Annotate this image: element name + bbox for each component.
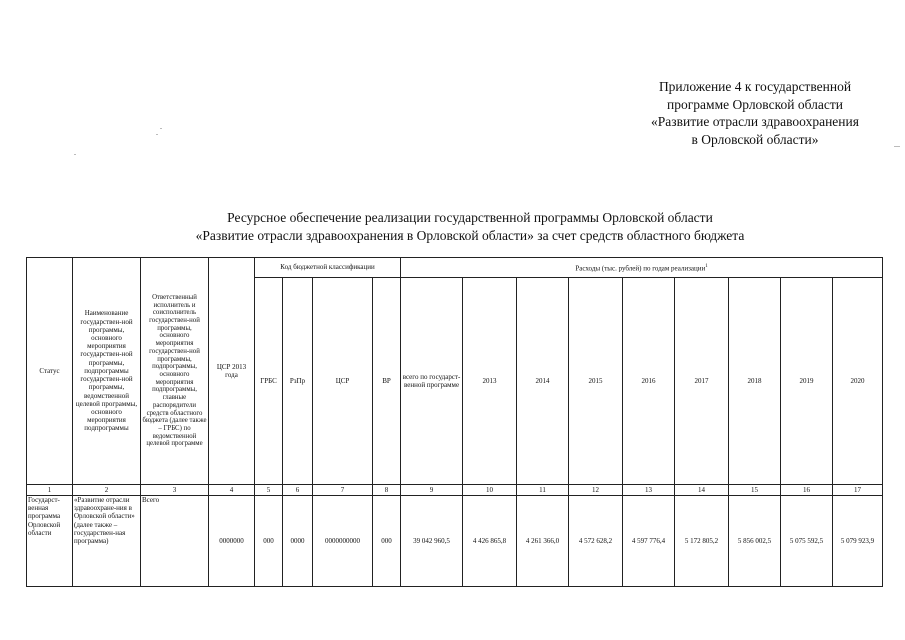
column-number: 12 (569, 485, 623, 496)
row-year-value: 5 075 592,5 (781, 496, 833, 587)
header-year: 2016 (623, 278, 675, 485)
column-number: 9 (401, 485, 463, 496)
title-line-2: «Развитие отрасли здравоохранения в Орловской области» за счет средств областного бюджета (195, 227, 745, 243)
title-line-1: Ресурсное обеспечение реализации государственной программы Орловской области (227, 210, 713, 225)
column-number: 7 (313, 485, 373, 496)
header-year: 2015 (569, 278, 623, 485)
column-number: 3 (141, 485, 209, 496)
resource-table (26, 257, 883, 587)
row-grbs: 000 (255, 496, 283, 587)
scan-speck (156, 134, 158, 135)
row-year-value: 4 261 366,0 (517, 496, 569, 587)
column-number: 10 (463, 485, 517, 496)
column-number: 8 (373, 485, 401, 496)
header-year: 2017 (675, 278, 729, 485)
column-number: 16 (781, 485, 833, 496)
row-year-value: 5 079 923,9 (833, 496, 883, 587)
scan-speck (894, 146, 900, 147)
header-grbs: ГРБС (255, 278, 283, 485)
row-csr2013: 0000000 (209, 496, 255, 587)
scan-speck (74, 154, 76, 155)
column-number: 14 (675, 485, 729, 496)
appendix-line-4: в Орловской области» (691, 131, 819, 147)
header-vr: ВР (373, 278, 401, 485)
row-vr: 000 (373, 496, 401, 587)
header-total: всего по государст-венной программе (401, 278, 463, 485)
column-number: 4 (209, 485, 255, 496)
header-name: Наименование государствен-ной программы, основного мероприятия государствен-ной программы, подпрограммы государствен-ной программы, ведомственной целевой программы, основного мероприятия подпрограммы (73, 258, 141, 485)
header-year: 2014 (517, 278, 569, 485)
header-year: 2013 (463, 278, 517, 485)
row-responsible: Всего (141, 496, 209, 587)
appendix-line-2: программе Орловской области (667, 96, 843, 112)
header-responsible: Ответственный исполнитель и соисполнитель государствен-ной программы, основного мероприятия государствен-ной программы, подпрограммы, основного мероприятия подпрограммы, главные распорядители средств областного бюджета (далее также – ГРБС) по ведомственной целевой программе (141, 258, 209, 485)
column-number: 2 (73, 485, 141, 496)
column-number-row (27, 485, 883, 496)
header-budget-code: Код бюджетной классификации (255, 258, 401, 278)
row-status: Государст-венная программа Орловской области (27, 496, 73, 587)
column-number: 11 (517, 485, 569, 496)
document-title (100, 209, 840, 244)
column-number: 6 (283, 485, 313, 496)
header-expenses-label: Расходы (тыс. рублей) по годам реализации (575, 264, 706, 273)
appendix-note (620, 78, 890, 148)
header-year: 2018 (729, 278, 781, 485)
row-year-value: 5 856 002,5 (729, 496, 781, 587)
scan-speck (160, 128, 162, 129)
row-year-value: 4 597 776,4 (623, 496, 675, 587)
row-rzpr: 0000 (283, 496, 313, 587)
header-status: Статус (27, 258, 73, 485)
appendix-line-1: Приложение 4 к государственной (658, 79, 852, 94)
row-csr: 0000000000 (313, 496, 373, 587)
appendix-line-3: «Развитие отрасли здравоохранения (651, 114, 859, 129)
column-number: 1 (27, 485, 73, 496)
header-expenses (401, 258, 883, 278)
footnote-marker: 1 (705, 263, 708, 269)
column-number: 15 (729, 485, 781, 496)
column-number: 13 (623, 485, 675, 496)
header-csr2013: ЦСР 2013 года (209, 258, 255, 485)
header-year: 2020 (833, 278, 883, 485)
row-name: «Развитие отрасли здравоохране-ния в Орловской области» (далее также – государствен-ная программа) (73, 496, 141, 587)
row-total: 39 042 960,5 (401, 496, 463, 587)
header-year: 2019 (781, 278, 833, 485)
header-csr: ЦСР (313, 278, 373, 485)
header-rzpr: РзПр (283, 278, 313, 485)
row-year-value: 5 172 805,2 (675, 496, 729, 587)
table-row (27, 496, 883, 587)
row-year-value: 4 426 865,8 (463, 496, 517, 587)
column-number: 17 (833, 485, 883, 496)
row-year-value: 4 572 628,2 (569, 496, 623, 587)
column-number: 5 (255, 485, 283, 496)
